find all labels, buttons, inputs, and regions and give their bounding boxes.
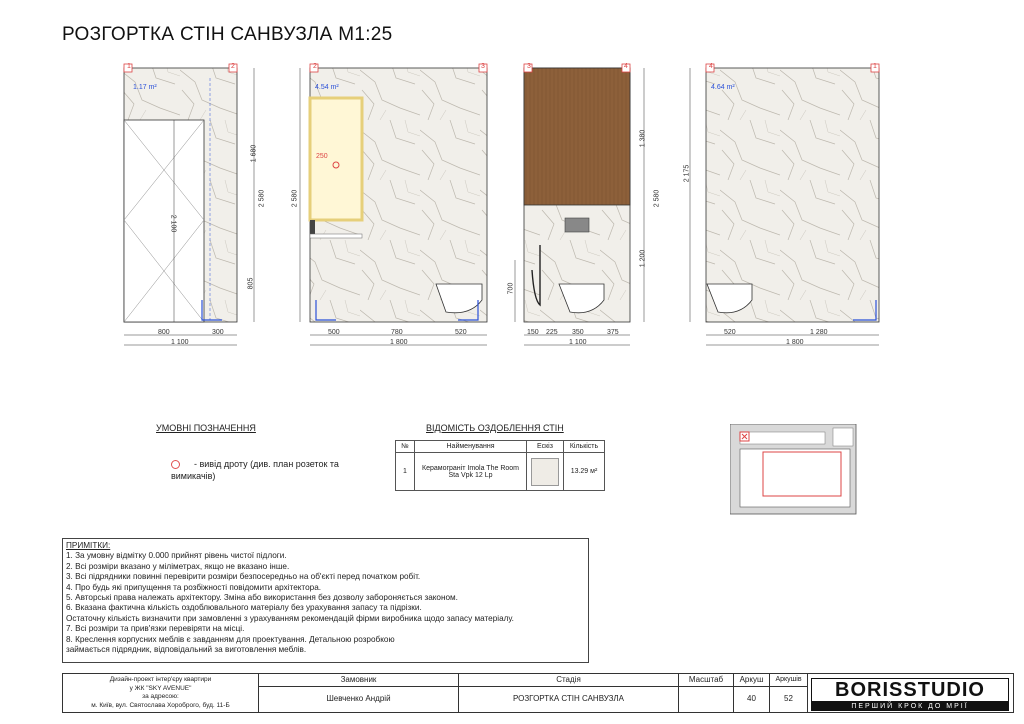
elevation-1 <box>124 64 254 345</box>
stage-value: РОЗГОРТКА СТІН САНВУЗЛА <box>512 694 625 703</box>
legend-item <box>171 458 361 482</box>
note-line: 3. Всі підрядники повинні перевірити розміри безпосередньо на об'єкті перед початком робіт. <box>66 572 421 582</box>
stage-cell <box>459 674 679 712</box>
col-header: № <box>396 441 415 453</box>
dim-total: 2 580 <box>653 189 661 208</box>
col-header: Ескіз <box>527 441 564 453</box>
table-row <box>396 453 605 491</box>
dim: 700 <box>507 282 515 295</box>
dim: 250 <box>316 153 328 160</box>
col-header: Найменування <box>415 441 527 453</box>
sheets-cell <box>770 674 808 712</box>
notes-block <box>62 538 589 663</box>
dim: 2 175 <box>683 164 691 183</box>
note-line: 2. Всі розміри вказано у міліметрах, якщо не вказано інше. <box>66 561 290 571</box>
corner-label: 4 <box>624 63 628 70</box>
note-line: займається підрядник, відповідальний за виготовлення меблів. <box>66 645 307 655</box>
dim: 150 <box>527 329 539 336</box>
scale-label: Масштаб <box>679 674 733 687</box>
note-line: 4. Про будь які припущення та розбіжності повідомити архітектора. <box>66 582 322 592</box>
studio-logo <box>811 678 1009 708</box>
dim-total: 1 100 <box>569 339 587 346</box>
corner-label: 3 <box>481 63 485 70</box>
logo-text: BORISSTUDIO <box>811 678 1009 702</box>
corner-label: 2 <box>313 63 317 70</box>
finish-schedule-table <box>395 440 605 491</box>
customer-label: Замовник <box>259 674 458 687</box>
dim: 1 280 <box>810 329 828 336</box>
row-name: Керамограніт Imola The Room Sta Vpk 12 Lp <box>415 453 527 491</box>
dim-total: 2 580 <box>258 189 266 208</box>
dim: 1 200 <box>639 249 647 268</box>
project-line: у ЖК "SKY AVENUE" <box>129 684 192 692</box>
area-label: 4.64 m² <box>711 84 735 91</box>
dim-total: 1 800 <box>390 339 408 346</box>
title-block <box>62 673 1014 713</box>
elevation-2 <box>300 64 487 345</box>
row-qty: 13.29 м² <box>564 453 605 491</box>
note-line: 6. Вказана фактична кількість оздоблювального матеріалу без урахування запасу та підрізки. <box>66 603 422 613</box>
note-line: 7. Всі розміри та прив'язки перевіряти на місці. <box>66 624 245 634</box>
sheet-label: Аркуш <box>734 674 769 687</box>
note-line: 1. За умовну відмітку 0.000 прийнят рівень чистої підлоги. <box>66 551 287 561</box>
corner-label: 1 <box>127 63 131 70</box>
dim: 300 <box>212 329 224 336</box>
project-line: за адресою: <box>142 693 179 700</box>
project-line: м. Київ, вул. Святослава Хороброго, буд. 11-Б <box>91 701 230 709</box>
note-line: 8. Креслення корпусних меблів є завданням для проектування. Детальною розробкою <box>66 634 395 644</box>
dim-total: 1 100 <box>171 339 189 346</box>
schedule-title: ВІДОМІСТЬ ОЗДОБЛЕННЯ СТІН <box>426 423 564 433</box>
dim: 520 <box>455 329 467 336</box>
legend-title: УМОВНІ ПОЗНАЧЕННЯ <box>156 423 256 433</box>
dim: 520 <box>724 329 736 336</box>
sheet-cell <box>734 674 770 712</box>
dim: 375 <box>607 329 619 336</box>
corner-label: 1 <box>873 63 877 70</box>
logo-slogan: ПЕРШИЙ КРОК ДО МРІЇ <box>811 702 1009 711</box>
project-info <box>63 674 259 712</box>
sheets-total: 52 <box>784 694 793 703</box>
corner-label: 2 <box>231 63 235 70</box>
socket-outlet-icon <box>171 460 180 469</box>
dim: 780 <box>391 329 403 336</box>
dim: 805 <box>247 277 255 290</box>
legend-text: - вивід дроту (див. план розеток та вимикачів) <box>171 459 339 481</box>
wall-elevations <box>0 0 1024 360</box>
scale-cell <box>679 674 734 712</box>
dim: 1 380 <box>639 129 647 148</box>
dim: 1 680 <box>250 144 258 163</box>
stage-label: Стадія <box>459 674 678 687</box>
elevation-3 <box>515 64 647 345</box>
sheets-label: Аркушів <box>770 674 807 687</box>
project-line: Дизайн-проект інтер'єру квартири <box>109 676 212 683</box>
elevation-4 <box>690 64 879 345</box>
dim: 350 <box>572 329 584 336</box>
note-line: Остаточну кількість визначити при замовленні з урахуванням рекомендацій фірми виробника щодо запасу матеріалу. <box>66 613 514 623</box>
corner-label: 3 <box>527 63 531 70</box>
tile-sketch <box>527 453 564 491</box>
door-height: 2 100 <box>169 214 177 233</box>
dim: 800 <box>158 329 170 336</box>
sheet-number: 40 <box>747 694 756 703</box>
corner-label: 4 <box>709 63 713 70</box>
row-number: 1 <box>396 453 415 491</box>
key-plan <box>730 424 860 516</box>
note-line: 5. Авторські права належать архітектору. Зміна або використання без дозволу забороняється законом. <box>66 593 458 603</box>
area-label: 1.17 m² <box>133 84 157 91</box>
area-label: 4.54 m² <box>315 84 339 91</box>
col-header: Кількість <box>564 441 605 453</box>
dim: 225 <box>546 329 558 336</box>
customer-name: Шевченко Андрій <box>326 694 391 703</box>
dim-total: 2 580 <box>291 189 299 208</box>
dim-total: 1 800 <box>786 339 804 346</box>
dim: 500 <box>328 329 340 336</box>
notes-title: ПРИМІТКИ: <box>66 541 111 550</box>
customer-cell <box>259 674 459 712</box>
page-title: РОЗГОРТКА СТІН САНВУЗЛА М1:25 <box>62 24 393 45</box>
